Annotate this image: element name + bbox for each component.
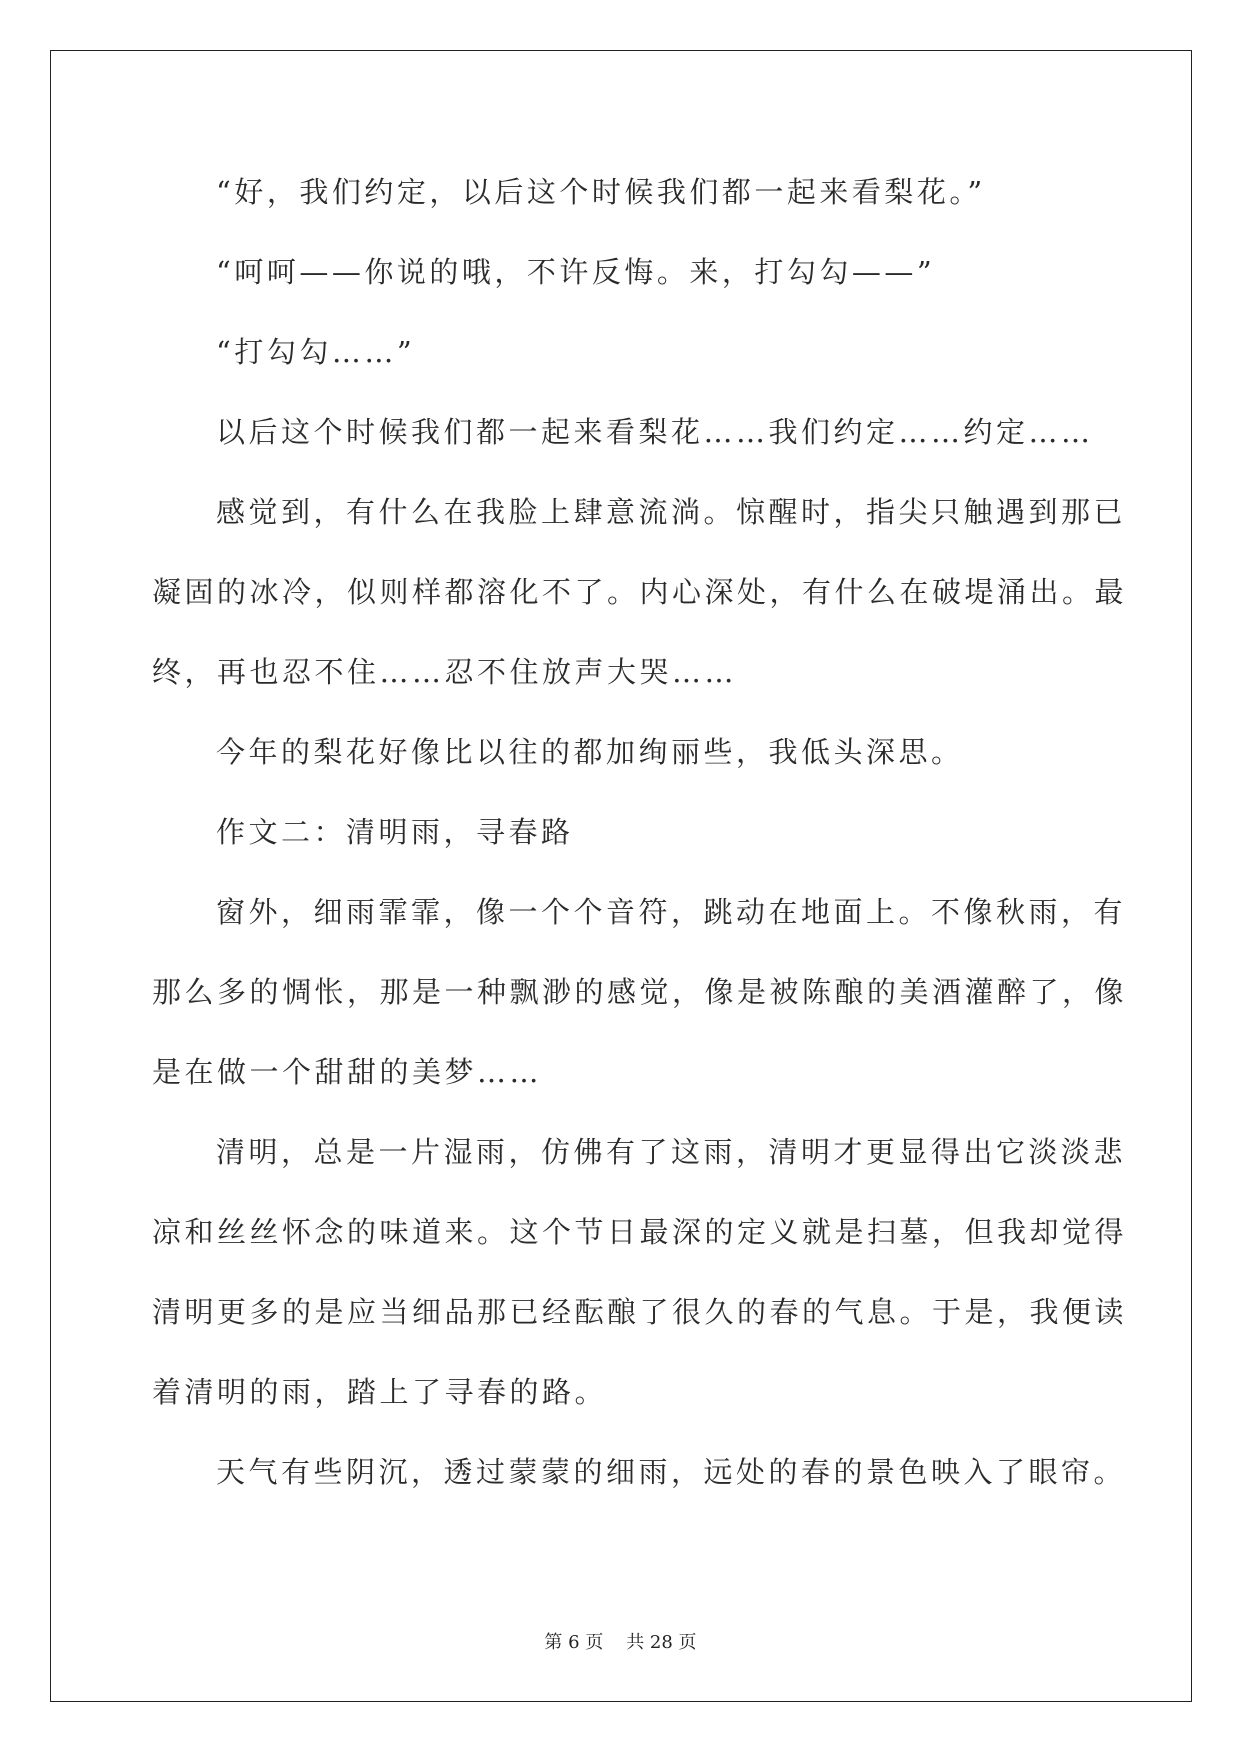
text-line: 以后这个时候我们都一起来看梨花……我们约定……约定…… <box>216 415 1094 449</box>
text-line: 凉和丝丝怀念的味道来。这个节日最深的定义就是扫墓，但我却觉得 <box>152 1215 1128 1249</box>
text-line: 清明更多的是应当细品那已经酝酿了很久的春的气息。于是，我便读 <box>152 1295 1128 1329</box>
text-line: 窗外，细雨霏霏，像一个个音符，跳动在地面上。不像秋雨，有 <box>216 895 1127 929</box>
page-footer <box>0 1628 1241 1654</box>
text-line: 清明，总是一片湿雨，仿佛有了这雨，清明才更显得出它淡淡悲 <box>216 1135 1127 1169</box>
text-line: “好，我们约定，以后这个时候我们都一起来看梨花。” <box>216 175 986 209</box>
text-line: 天气有些阴沉，透过蒙蒙的细雨，远处的春的景色映入了眼帘。 <box>216 1455 1127 1489</box>
text-line: 终，再也忍不住……忍不住放声大哭…… <box>152 655 738 689</box>
text-line: 是在做一个甜甜的美梦…… <box>152 1055 543 1089</box>
text-line: 凝固的冰冷，似则样都溶化不了。内心深处，有什么在破堤涌出。最 <box>152 575 1128 609</box>
page-number: 第 6 页 共 28 页 <box>544 1632 697 1653</box>
text-line: “呵呵——你说的哦，不许反悔。来，打勾勾——” <box>216 255 936 289</box>
section-heading: 作文二：清明雨，寻春路 <box>216 815 574 849</box>
text-line: 那么多的惆怅，那是一种飘渺的感觉，像是被陈酿的美酒灌醉了，像 <box>152 975 1128 1009</box>
text-line: 着清明的雨，踏上了寻春的路。 <box>152 1375 608 1409</box>
text-line: 感觉到，有什么在我脸上肆意流淌。惊醒时，指尖只触遇到那已 <box>216 495 1127 529</box>
text-line: 今年的梨花好像比以往的都加绚丽些，我低头深思。 <box>216 735 964 769</box>
text-line: “打勾勾……” <box>216 335 416 369</box>
